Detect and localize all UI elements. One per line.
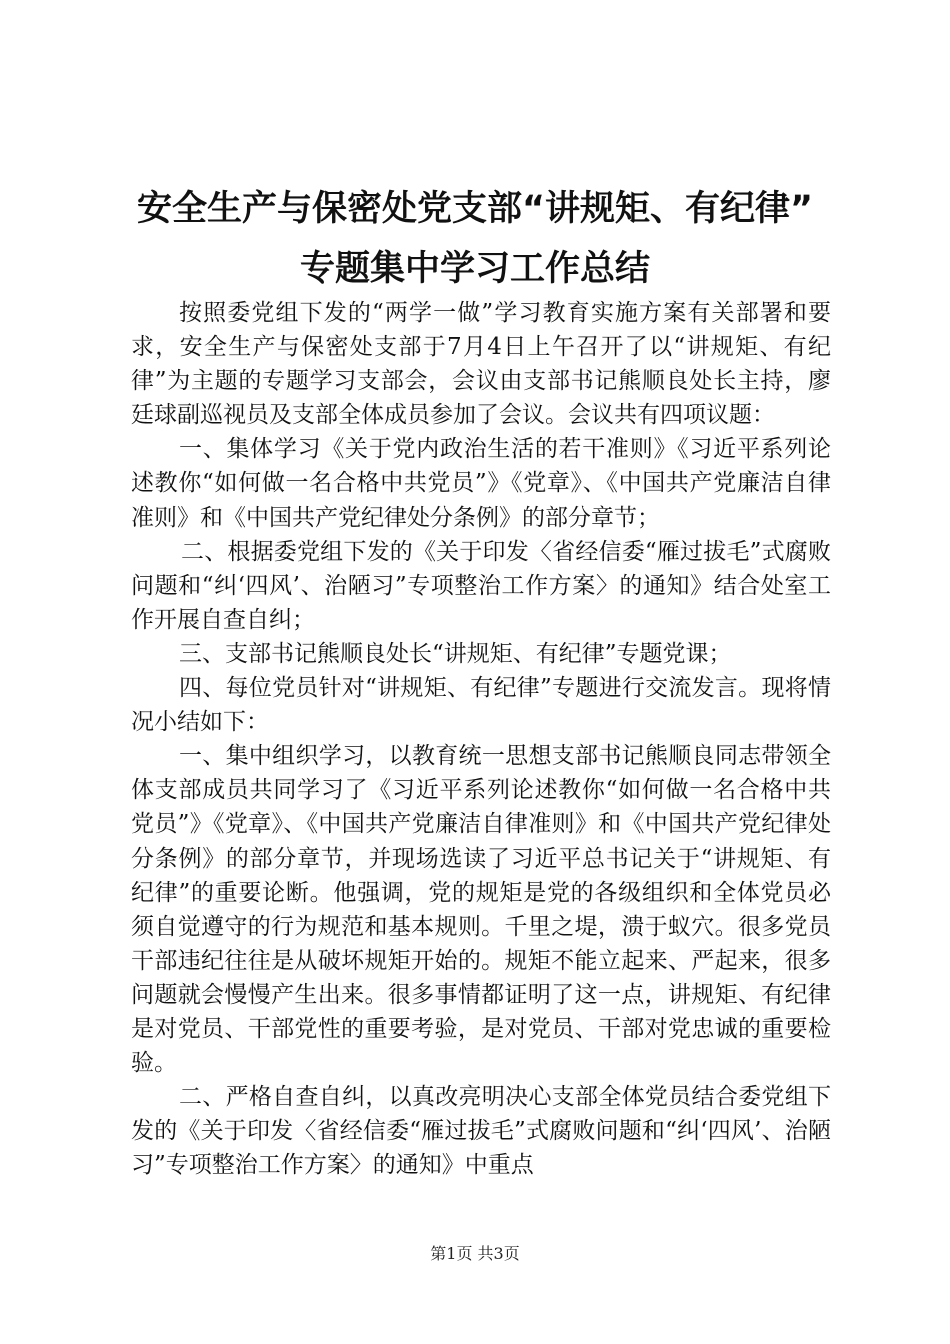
page-number-footer: 第1页 共3页 <box>430 1244 520 1263</box>
document-title-line-1: 安全生产与保密处党支部“讲规矩、有纪律” <box>136 189 813 229</box>
paragraph-intro: 按照委党组下发的“两学一做”学习教育实施方案有关部署和要求，安全生产与保密处支部于7月4日上午召开了以“讲规矩、有纪律”为主题的专题学习支部会，会议由支部书记熊顺良处长主持，廖廷球副巡视员及支部全体成员参加了会议。会议共有四项议题： <box>131 300 831 429</box>
paragraph-agenda-4: 四、每位党员针对“讲规矩、有纪律”专题进行交流发言。现将情况小结如下： <box>131 675 831 736</box>
document-title-line-2: 专题集中学习工作总结 <box>299 249 650 289</box>
paragraph-agenda-1: 一、集体学习《关于党内政治生活的若干准则》《习近平系列论述教你“如何做一名合格中共党员”》《党章》、《中国共产党廉洁自律准则》和《中国共产党纪律处分条例》的部分章节； <box>131 436 831 531</box>
document-body <box>131 296 831 1182</box>
paragraph-agenda-3: 三、支部书记熊顺良处长“讲规矩、有纪律”专题党课； <box>179 640 732 667</box>
paragraph-summary-2: 二、严格自查自纠，以真改亮明决心支部全体党员结合委党组下发的《关于印发〈省经信委“雁过拔毛”式腐败问题和“纠‘四风’、治陋习”专项整治工作方案〉的通知》中重点 <box>131 1084 831 1179</box>
paragraph-agenda-2: 二、根据委党组下发的《关于印发〈省经信委“雁过拔毛”式腐败问题和“纠‘四风’、治陋习”专项整治工作方案〉的通知》结合处室工作开展自查自纠； <box>131 538 831 633</box>
paragraph-summary-1: 一、集中组织学习，以教育统一思想支部书记熊顺良同志带领全体支部成员共同学习了《习近平系列论述教你“如何做一名合格中共党员”》《党章》、《中国共产党廉洁自律准则》和《中国共产党纪律处分条例》的部分章节，并现场选读了习近平总书记关于“讲规矩、有纪律”的重要论断。他强调，党的规矩是党的各级组织和全体党员必须自觉遵守的行为规范和基本规则。千里之堤，溃于蚁穴。很多党员干部违纪往往是从破坏规矩开始的。规矩不能立起来、严起来，很多问题就会慢慢产生出来。很多事情都证明了这一点，讲规矩、有纪律是对党员、干部党性的重要考验，是对党员、干部对党忠诚的重要检验。 <box>131 743 831 1077</box>
